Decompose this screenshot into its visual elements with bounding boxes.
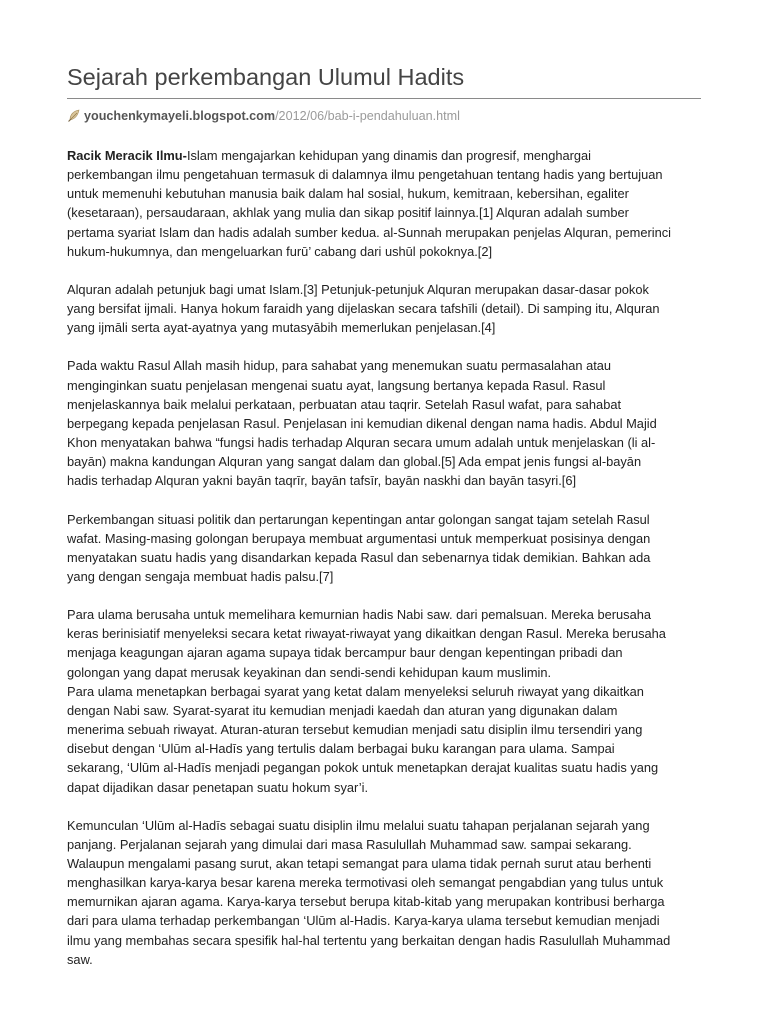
title-divider — [67, 98, 701, 99]
text-line: saw. — [67, 951, 93, 967]
paragraph-5 — [67, 605, 701, 682]
source-link[interactable] — [67, 107, 701, 125]
paragraph-2 — [67, 280, 701, 337]
source-path[interactable]: /2012/06/bab-i-pendahuluan.html — [275, 109, 460, 123]
text-line: keras berinisiatif menyeleksi secara ketat riwayat-riwayat yang dikaitkan dengan Rasul. Mereka berusaha — [67, 626, 666, 642]
text-line: golongan yang dapat merusak keyakinan dan sendi-sendi kehidupan kaum muslimin. — [67, 664, 552, 680]
text-line: Pada waktu Rasul Allah masih hidup, para sahabat yang menemukan suatu permasalahan atau — [67, 358, 612, 374]
text-line: wafat. Masing-masing golongan berupaya membuat argumentasi untuk memperkuat posisinya dengan — [67, 530, 651, 546]
text-line: yang ijmāli serta ayat-ayatnya yang mutasyābih memerlukan penjelasan.[4] — [67, 320, 496, 336]
text-line: hadis terhadap Alquran yakni bayān taqrīr, bayān tafsīr, bayān naskhi dan bayān tasyri.[6] — [67, 473, 577, 489]
text-line — [67, 146, 701, 165]
text-line: Para ulama berusaha untuk memelihara kemurnian hadis Nabi saw. dari pemalsuan. Mereka berusaha — [67, 607, 651, 623]
text-line: dapat dijadikan dasar penetapan suatu hokum syar’i. — [67, 779, 369, 795]
text-line: dari para ulama terhadap perkembangan ‘Ulūm al-Hadis. Karya-karya ulama tersebut kemudian menjadi — [67, 913, 660, 929]
paragraph-7 — [67, 816, 701, 969]
text-line: hukum-hukumnya, dan mengeluarkan furū’ cabang dari ushūl pokoknya.[2] — [67, 243, 493, 259]
text-line: menerima sebuah riwayat. Aturan-aturan tersebut kemudian menjadi satu disiplin ilmu tersendiri yang — [67, 722, 643, 738]
text-line: menginginkan suatu penjelasan mengenai suatu ayat, langsung bertanya kepada Rasul. Rasul — [67, 377, 606, 393]
text-line-content: Islam mengajarkan kehidupan yang dinamis dan progresif, menghargai — [186, 148, 592, 163]
text-line: yang bersifat ijmali. Hanya hokum faraidh yang dijelaskan secara tafshīli (detail). Di samping itu, Alquran — [67, 301, 660, 317]
page-title: Sejarah perkembangan Ulumul Hadits — [67, 64, 465, 90]
text-line: menjelaskannya baik melalui perkataan, perbuatan atau taqrir. Setelah Rasul wafat, para sahabat — [67, 396, 622, 412]
text-line: Perkembangan situasi politik dan pertarungan kepentingan antar golongan sangat tajam setelah Rasul — [67, 511, 650, 527]
text-line: untuk memenuhi kebutuhan manusia baik dalam hal sosial, hukum, kemitraan, kebersihan, egaliter — [67, 186, 629, 202]
paragraph-6 — [67, 682, 701, 797]
text-line: dengan Nabi saw. Syarat-syarat itu kemudian menjadi kaedah dan aturan yang digunakan dalam — [67, 702, 618, 718]
paragraph-1 — [67, 146, 701, 261]
blogger-feather-icon — [67, 109, 81, 123]
paragraph-4 — [67, 510, 701, 587]
text-line: pertama syariat Islam dan hadis adalah sumber kedua. al-Sunnah merupakan penjelas Alquran, pemerinci — [67, 224, 672, 240]
text-line: Para ulama menetapkan berbagai syarat yang ketat dalam menyeleksi seluruh riwayat yang dikaitkan — [67, 683, 644, 699]
document-page — [67, 60, 701, 988]
lead-text: Racik Meracik Ilmu- — [67, 148, 187, 163]
text-line: Alquran adalah petunjuk bagi umat Islam.[3] Petunjuk-petunjuk Alquran merupakan dasar-dasar pokok — [67, 281, 649, 297]
text-line: perkembangan ilmu pengetahuan termasuk di dalamnya ilmu pengetahuan tentang hadis yang bertujuan — [67, 167, 663, 183]
text-line: sekarang, ‘Ulūm al-Hadīs menjadi pegangan pokok untuk menetapkan derajat kualitas suatu hadis yang — [67, 760, 659, 776]
text-line: bayān) makna kandungan Alquran yang sangat dalam dan global.[5] Ada empat jenis fungsi al-bayān — [67, 454, 642, 470]
paragraph-3 — [67, 356, 701, 490]
text-line: Kemunculan ‘Ulūm al-Hadīs sebagai suatu disiplin ilmu melalui suatu tahapan perjalanan sejarah yang — [67, 817, 650, 833]
text-line: menghasilkan karya-karya besar karena mereka termotivasi oleh semangat pengabdian yang tulus untuk — [67, 875, 664, 891]
text-line: memurnikan ajaran agama. Karya-karya tersebut berupa kitab-kitab yang merupakan kontribusi berharga — [67, 894, 665, 910]
text-line: (kesetaraan), persaudaraan, akhlak yang mulia dan sikap positif lainnya.[1] Alquran adalah sumber — [67, 205, 629, 221]
text-line: panjang. Perjalanan sejarah yang dimulai dari masa Rasulullah Muhammad saw. sampai sekarang. — [67, 836, 632, 852]
text-line: Khon menyatakan bahwa “fungsi hadis terhadap Alquran secara umum adalah untuk menjelaskan (li al- — [67, 435, 656, 451]
text-line: disebut dengan ‘Ulūm al-Hadīs yang tertulis dalam berbagai buku karangan para ulama. Sampai — [67, 741, 615, 757]
text-line: ilmu yang membahas secara spesifik hal-hal tertentu yang berkaitan dengan hadis Rasulullah Muhammad — [67, 932, 671, 948]
text-line: menjaga keagungan ajaran agama supaya tidak bercampur baur dengan kepentingan pribadi dan — [67, 645, 623, 661]
text-line: Walaupun mengalami pasang surut, akan tetapi semangat para ulama tidak pernah surut atau berhenti — [67, 856, 652, 871]
text-line: yang dengan sengaja membuat hadis palsu.[7] — [67, 568, 334, 584]
source-domain[interactable]: youchenkymayeli.blogspot.com — [84, 109, 276, 123]
text-line: berpegang kepada penjelasan Rasul. Penjelasan ini kemudian dikenal dengan nama hadis. Abdul Majid — [67, 415, 657, 431]
text-line: menyatakan suatu hadis yang disandarkan kepada Rasul dan sebenarnya tidak demikian. Bahkan ada — [67, 549, 651, 565]
article-body — [67, 146, 701, 969]
